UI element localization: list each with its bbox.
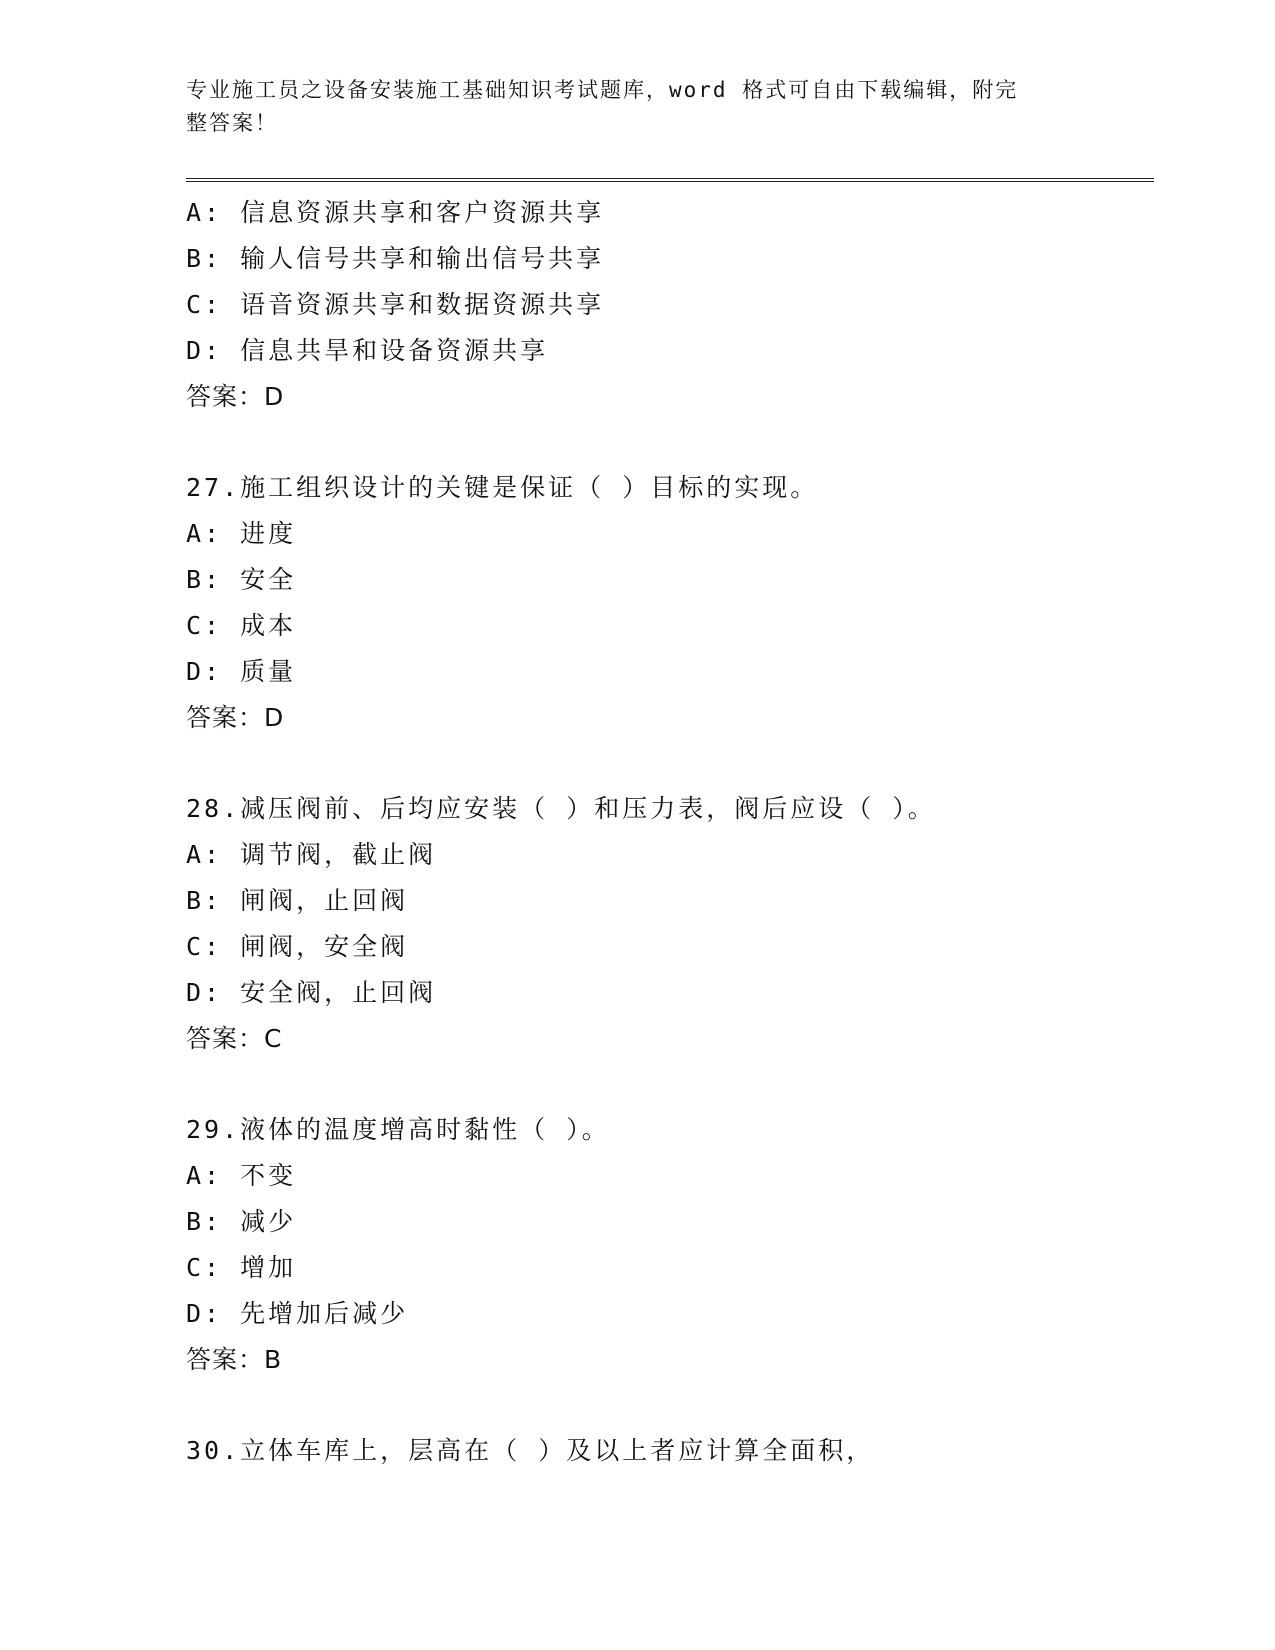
option-a: A: 信息资源共享和客户资源共享	[186, 198, 605, 227]
spacer	[186, 741, 1154, 786]
document-header	[186, 74, 1066, 140]
question-27	[186, 465, 1154, 741]
option-c: C: 增加	[186, 1253, 297, 1282]
answer: 答案：D	[186, 703, 285, 732]
question-stem: 27.施工组织设计的关键是保证（ ）目标的实现。	[186, 473, 819, 502]
option-a: A: 进度	[186, 519, 297, 548]
question-26-partial	[186, 190, 1154, 420]
option-c: C: 成本	[186, 611, 297, 640]
header-line-2: 整答案！	[186, 111, 278, 135]
option-b: B: 减少	[186, 1207, 297, 1236]
header-divider	[186, 178, 1154, 182]
option-a: A: 不变	[186, 1161, 297, 1190]
option-a: A: 调节阀，截止阀	[186, 840, 437, 869]
question-stem: 28.减压阀前、后均应安装（ ）和压力表，阀后应设（ ）。	[186, 794, 936, 823]
question-stem: 29.液体的温度增高时黏性（ ）。	[186, 1115, 610, 1144]
option-d: D: 安全阀，止回阀	[186, 978, 437, 1007]
header-line-1: 专业施工员之设备安装施工基础知识考试题库，word 格式可自由下载编辑，附完	[186, 78, 1019, 102]
question-30	[186, 1428, 1154, 1474]
answer: 答案：B	[186, 1345, 283, 1374]
option-b: B: 输人信号共享和输出信号共享	[186, 244, 605, 273]
spacer	[186, 1062, 1154, 1107]
question-list	[186, 190, 1154, 1474]
option-c: C: 闸阀，安全阀	[186, 932, 409, 961]
option-b: B: 闸阀，止回阀	[186, 886, 409, 915]
spacer	[186, 1383, 1154, 1428]
option-b: B: 安全	[186, 565, 297, 594]
answer: 答案：C	[186, 1024, 283, 1053]
option-c: C: 语音资源共享和数据资源共享	[186, 290, 605, 319]
option-d: D: 质量	[186, 657, 297, 686]
option-d: D: 先增加后减少	[186, 1299, 409, 1328]
question-28	[186, 786, 1154, 1062]
spacer	[186, 420, 1154, 465]
question-stem: 30.立体车库上，层高在（ ）及以上者应计算全面积，	[186, 1436, 875, 1465]
answer: 答案：D	[186, 382, 285, 411]
option-d: D: 信息共旱和设备资源共享	[186, 336, 549, 365]
question-29	[186, 1107, 1154, 1383]
